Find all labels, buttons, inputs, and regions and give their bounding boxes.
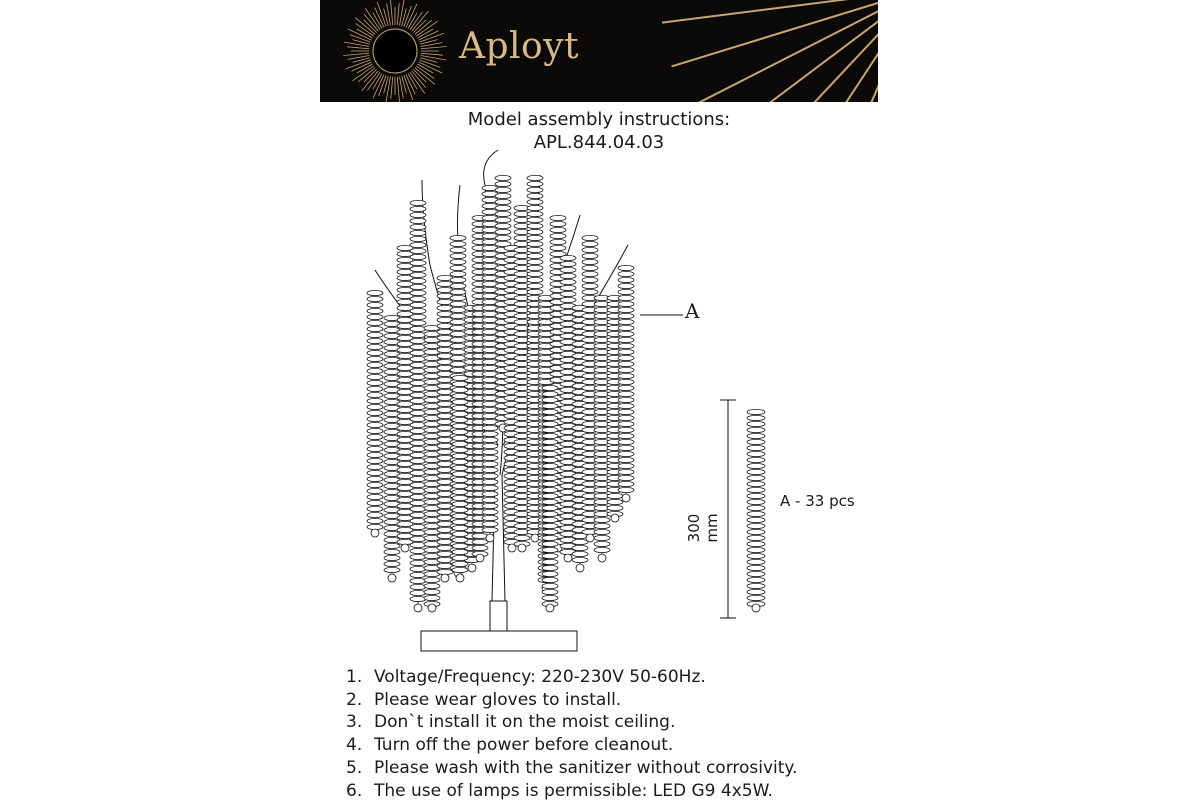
sun-icon bbox=[374, 30, 416, 72]
list-item: 2. Please wear gloves to install. bbox=[346, 689, 622, 710]
crystal-strand bbox=[452, 375, 468, 582]
brand-banner bbox=[320, 0, 878, 102]
lamp-tree-diagram bbox=[340, 145, 800, 660]
list-item: 1. Voltage/Frequency: 220-230V 50-60Hz. bbox=[346, 667, 706, 687]
list-item: 4. Turn off the power before cleanout. bbox=[346, 735, 674, 756]
crystal-strand bbox=[397, 245, 413, 552]
brand-logo: Aployt bbox=[459, 26, 580, 67]
sunburst-decoration bbox=[320, 0, 878, 102]
list-item: 6. The use of lamps is permissible: LED G9 4x5W. bbox=[346, 780, 773, 801]
title-line: Model assembly instructions: bbox=[467, 109, 731, 130]
instructions-list bbox=[346, 666, 797, 802]
lamp-stem bbox=[490, 601, 507, 631]
list-item: 5. Please wash with the sanitizer without corrosivity. bbox=[346, 757, 798, 778]
crystal-strand bbox=[618, 265, 634, 502]
part-a-label: A bbox=[685, 299, 700, 323]
lamp-base bbox=[421, 631, 577, 651]
crystal-strand bbox=[367, 290, 383, 537]
single-strand-detail bbox=[747, 409, 765, 612]
model-number: APL.844.04.03 bbox=[533, 132, 665, 153]
dimension-line bbox=[720, 400, 736, 618]
part-quantity-label: A - 33 pcs bbox=[780, 492, 855, 510]
list-item: 3. Don`t install it on the moist ceiling. bbox=[346, 712, 676, 733]
height-dimension-label: 300 mm bbox=[685, 513, 721, 543]
